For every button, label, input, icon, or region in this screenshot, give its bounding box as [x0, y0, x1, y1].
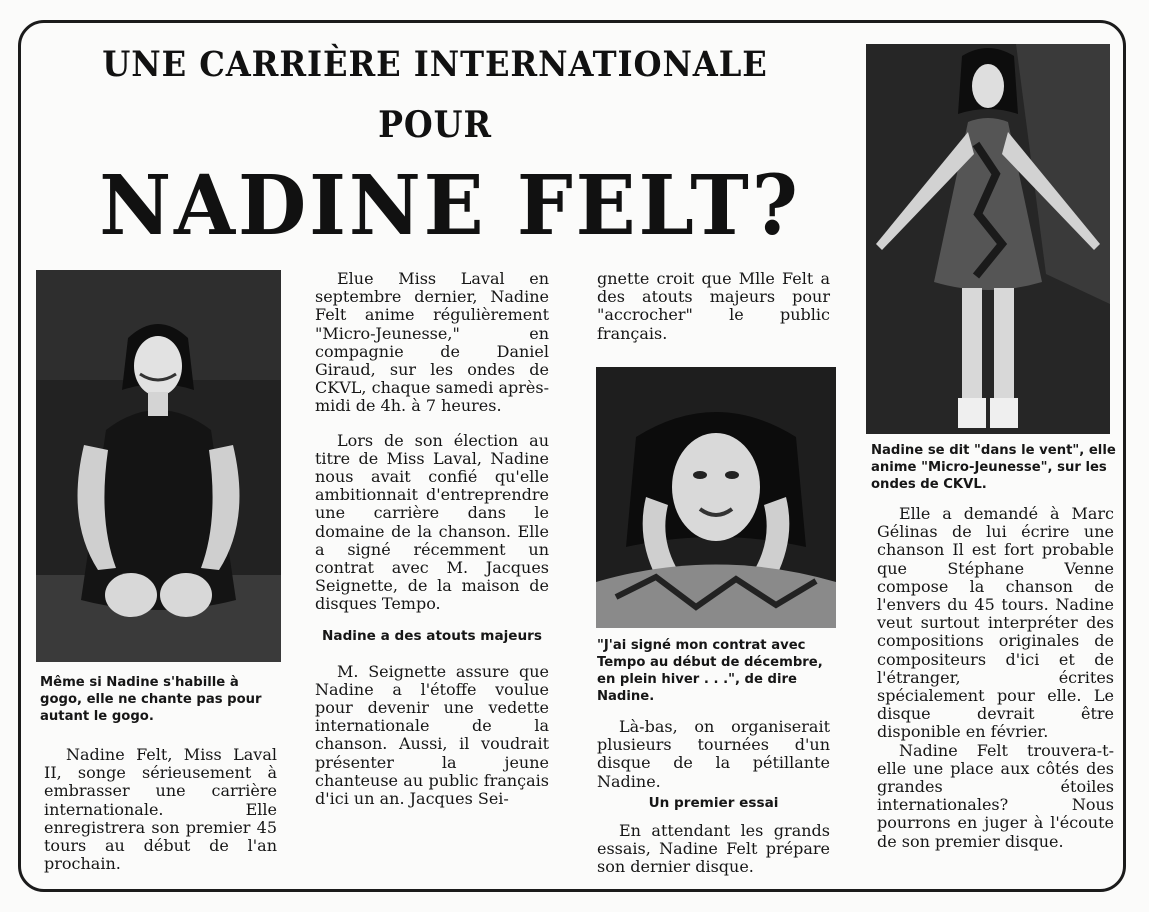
photo-standing-nadine	[866, 44, 1110, 434]
col4-paragraph-1: Elle a demandé à Marc Gélinas de lui écrire une chanson Il est fort probable que Stéphane Venne compose la chanson de l'envers du 45 tours. Nadine veut surtout interpréter des compositions originales de compositeurs d'ici et de l'étranger, écrites spécialement pour elle. Le disque devrait être disponible en février.	[877, 504, 1114, 742]
photo-closeup-graphic	[596, 367, 836, 628]
col3-subhead: Un premier essai	[648, 794, 779, 811]
caption-left: Même si Nadine s'habille à gogo, elle ne chante pas pour autant le gogo.	[40, 675, 262, 724]
column-3-top	[597, 270, 830, 343]
headline-line-3: NADINE FELT?	[99, 158, 801, 254]
col4-paragraph-2: Nadine Felt trouvera-t-elle une place aux côtés des grandes étoiles internationales? Nous pourrons en juger à l'écoute de son premier disque.	[877, 740, 1114, 851]
col3-paragraph-3: En attendant les grands essais, Nadine Felt prépare son dernier disque.	[597, 820, 830, 877]
col2-paragraph-3: M. Seignette assure que Nadine a l'étoffe voulue pour devenir une vedette internationale de la chanson. Aussi, il voudrait présenter la jeune chanteuse au public français d'ici un an. Jacques Sei-	[315, 661, 549, 809]
headline-line-1: UNE CARRIÈRE INTERNATIONALE	[102, 44, 768, 85]
photo-seated-graphic	[36, 270, 281, 662]
col3-paragraph-2: Là-bas, on organiserait plusieurs tournées d'un disque de la pétillante Nadine.	[597, 717, 830, 791]
col3-paragraph-1: gnette croit que Mlle Felt a des atouts majeurs pour "accrocher" le public français.	[597, 269, 830, 343]
photo-standing-graphic	[866, 44, 1110, 434]
col2-paragraph-2: Lors de son élection au titre de Miss Laval, Nadine nous avait confié qu'elle ambitionnait d'entreprendre une carrière dans le domaine de la chanson. Elle a signé récemment un contrat avec M. Jacques Seignette, de la maison de disques Tempo.	[315, 430, 549, 614]
caption-middle: "J'ai signé mon contrat avec Tempo au début de décembre, en plein hiver . . .", de dire Nadine.	[597, 638, 823, 704]
column-1	[44, 746, 277, 873]
photo-seated-nadine	[36, 270, 281, 662]
col1-paragraph-1: Nadine Felt, Miss Laval II, songe sérieusement à embrasser une carrière internationale. Elle enregistrera son premier 45 tours au début de l'an prochain.	[44, 745, 277, 874]
headline-line-2: POUR	[378, 104, 492, 146]
column-2	[315, 270, 549, 808]
col2-subhead: Nadine a des atouts majeurs	[322, 627, 542, 644]
col2-paragraph-1: Elue Miss Laval en septembre dernier, Nadine Felt anime régulièrement "Micro-Jeunesse," en compagnie de Daniel Giraud, sur les ondes de CKVL, chaque samedi après-midi de 4h. à 7 heures.	[315, 269, 549, 416]
caption-right: Nadine se dit "dans le vent", elle anime "Micro-Jeunesse", sur les ondes de CKVL.	[871, 443, 1116, 492]
photo-closeup-nadine	[596, 367, 836, 628]
column-4	[877, 505, 1114, 851]
column-3-bottom	[597, 718, 830, 876]
